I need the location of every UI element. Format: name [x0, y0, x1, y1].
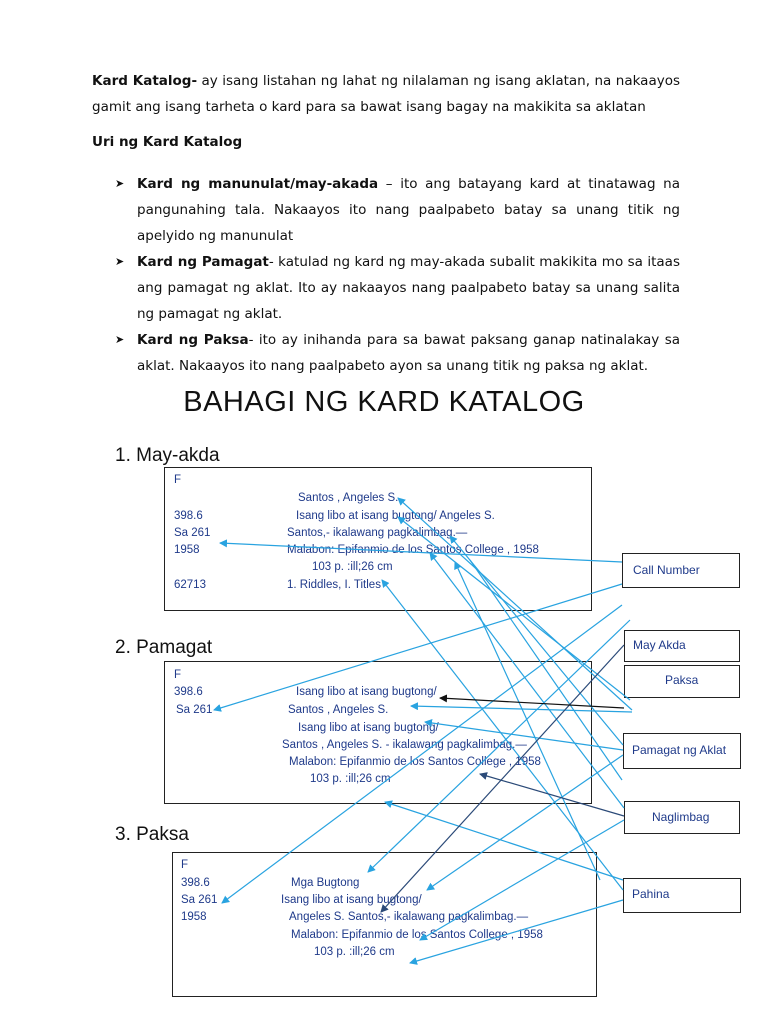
card-publisher: Malabon: Epifanmio de los Santos College , 1958: [287, 544, 539, 556]
label-text: May Akda: [633, 638, 686, 652]
type-desc: - katulad ng kard ng may-akada subalit makikita mo sa itaas ang pamagat ng aklat. Ito ay nakaayos nang paalpabeto batay sa unang salita ng pamagat ng aklat.: [137, 254, 680, 322]
arrow-naglimbag-card1: [430, 553, 624, 808]
card-pages: 103 p. :ill;26 cm: [314, 946, 395, 958]
label-text: Naglimbag: [652, 810, 710, 824]
card-edition: Santos,- ikalawang pagkalimbag.—: [287, 527, 468, 539]
label-text: Call Number: [633, 563, 700, 577]
label-text: Paksa: [665, 673, 699, 687]
arrow-paksa-card2: [440, 698, 624, 708]
card-title: Isang libo at isang bugtong/ Angeles S.: [296, 510, 495, 522]
arrow-mayakda-card1: [398, 498, 632, 710]
type-desc: - ito ay inihanda para sa bawat paksang ganap natinalakay sa aklat. Nakaayos ito nang paalpabeto ayon sa unang titik ng paksa ng aklat.: [137, 332, 680, 374]
type-term: Kard ng Pamagat: [137, 254, 269, 270]
section-heading-paksa: 3. Paksa: [115, 824, 189, 845]
section-heading-pamagat: 2. Pamagat: [115, 637, 213, 658]
card-year: 1958: [181, 911, 207, 923]
arrow-call-number-card1: [220, 543, 622, 562]
types-heading: Uri ng Kard Katalog: [92, 134, 243, 150]
card-title-2: Isang libo at isang bugtong/: [298, 722, 439, 734]
arrow-naglimbag-card3: [420, 820, 624, 940]
type-desc: – ito ang batayang kard at tinatawag na pangunahing tala. Nakaayos ito nang paalpabeto batay sa unang titik ng apelyido ng manunulat: [137, 176, 680, 244]
intro-term: Kard Katalog-: [92, 73, 198, 89]
card-year: 1958: [174, 544, 200, 556]
card-call-number: 398.6: [181, 877, 210, 889]
card-title: Isang libo at isang bugtong/: [296, 686, 437, 698]
arrow-mayakda-card3: [381, 645, 624, 912]
card-call-number-2: Sa 261: [176, 704, 213, 716]
type-term: Kard ng manunulat/may-akada: [137, 176, 379, 192]
card-f: F: [181, 859, 189, 871]
card-accession: 62713: [174, 579, 206, 591]
arrow-pahina-card1: [382, 580, 623, 890]
card-title: Isang libo at isang bugtong/: [281, 894, 422, 906]
card-call-number-2: Sa 261: [181, 894, 218, 906]
arrow-pamagat-card2: [425, 722, 623, 750]
card-author: Santos , Angeles S.: [288, 704, 389, 716]
arrow-extra-2: [470, 560, 622, 780]
card-pages: 103 p. :ill;26 cm: [312, 561, 393, 573]
card-pages: 103 p. :ill;26 cm: [310, 773, 391, 785]
section-heading-may-akda: 1. May-akda: [115, 445, 220, 466]
card-publisher: Malabon: Epifanmio de los Santos College , 1958: [289, 756, 541, 768]
card-author: Santos , Angeles S.: [298, 492, 399, 504]
card-call-number: 398.6: [174, 510, 203, 522]
type-term: Kard ng Paksa: [137, 332, 249, 348]
arrow-bullet-icon: ➤: [115, 255, 125, 268]
card-subject: Mga Bugtong: [291, 877, 360, 889]
card-author-edition: Santos , Angeles S. - ikalawang pagkalimbag.—: [282, 739, 527, 751]
arrow-pahina-card3: [410, 900, 623, 963]
card-call-number-2: Sa 261: [174, 527, 211, 539]
arrow-bullet-icon: ➤: [115, 177, 125, 190]
card-f: F: [174, 474, 182, 486]
card-subjects: 1. Riddles, I. Titles: [287, 579, 381, 591]
label-text: Pamagat ng Aklat: [632, 743, 727, 757]
card-f: F: [174, 669, 182, 681]
card-call-number: 398.6: [174, 686, 203, 698]
card-author-edition: Angeles S. Santos,- ikalawang pagkalimbag.—: [289, 911, 529, 923]
intro-definition: ay isang listahan ng lahat ng nilalaman ng isang aklatan, na nakaayos gamit ang isang tarheta o kard para sa bawat isang bagay na makikita sa aklatan: [92, 73, 680, 115]
arrow-call-number-card3: [222, 605, 622, 903]
card-publisher: Malabon: Epifanmio de los Santos College , 1958: [291, 929, 543, 941]
label-text: Pahina: [632, 887, 670, 901]
arrow-bullet-icon: ➤: [115, 333, 125, 346]
main-title: BAHAGI NG KARD KATALOG: [183, 386, 585, 418]
arrow-paksa-card1: [398, 517, 630, 700]
